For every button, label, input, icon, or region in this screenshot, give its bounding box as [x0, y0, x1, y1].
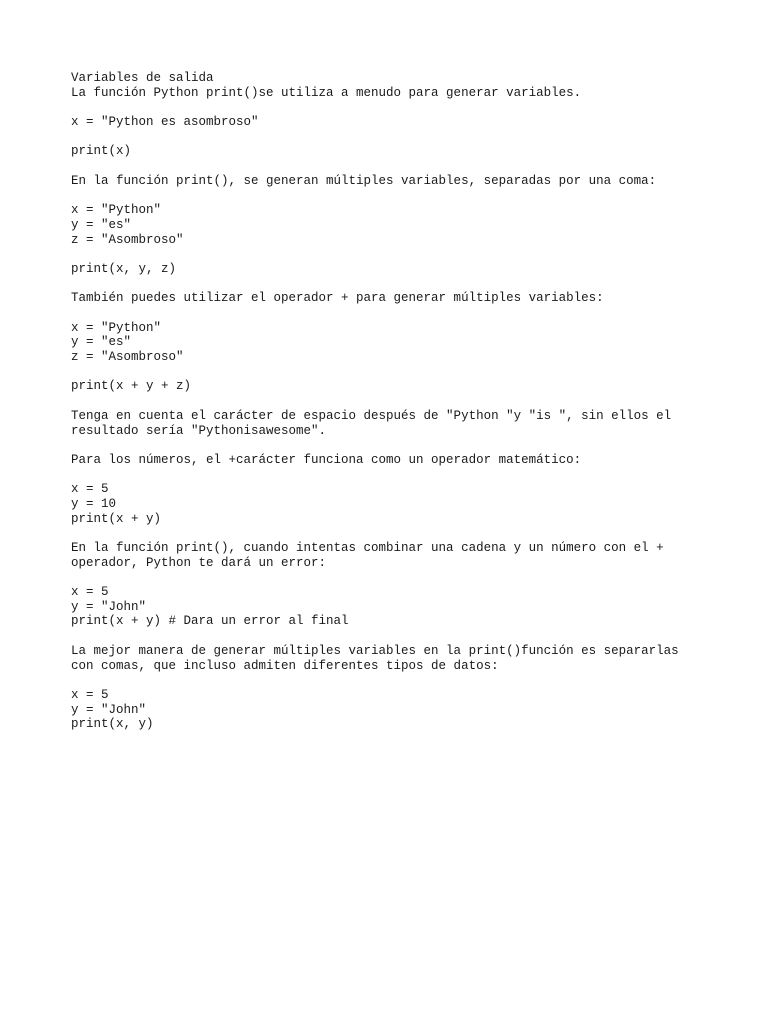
- blank-line: [71, 306, 711, 321]
- code-line: x = "Python es asombroso": [71, 115, 259, 130]
- code-line: y = "John": [71, 702, 147, 717]
- blank-line: [71, 159, 711, 174]
- blank-line: [71, 189, 711, 204]
- text-line: Para los números, el +carácter funciona como un operador matemático:: [71, 452, 582, 467]
- code-line: x = 5: [71, 585, 109, 600]
- blank-line: [71, 130, 711, 145]
- text-line: Tenga en cuenta el carácter de espacio después de "Python "y "is ", sin ellos el: [71, 408, 672, 423]
- document-page: [71, 71, 711, 732]
- text-line: También puedes utilizar el operador + para generar múltiples variables:: [71, 291, 604, 306]
- text-line: La mejor manera de generar múltiples variables en la print()función es separarlas: [71, 643, 679, 658]
- text-line: con comas, que incluso admiten diferentes tipos de datos:: [71, 658, 499, 673]
- code-line: x = 5: [71, 687, 109, 702]
- text-line: En la función print(), cuando intentas combinar una cadena y un número con el +: [71, 541, 664, 555]
- code-line: y = "John": [71, 599, 147, 614]
- code-line: y = 10: [71, 496, 117, 511]
- blank-line: [71, 247, 711, 262]
- blank-line: [71, 468, 711, 483]
- code-line: x = "Python": [71, 203, 162, 218]
- text-line: resultado sería "Pythonisawesome".: [71, 423, 327, 438]
- text-line: La función Python print()se utiliza a menudo para generar variables.: [71, 85, 582, 100]
- blank-line: [71, 673, 711, 688]
- blank-line: [71, 100, 711, 115]
- heading-line: Variables de salida: [71, 71, 214, 85]
- code-line: z = "Asombroso": [71, 350, 184, 365]
- code-line: y = "es": [71, 217, 132, 232]
- text-line: operador, Python te dará un error:: [71, 555, 327, 570]
- blank-line: [71, 394, 711, 409]
- code-line: z = "Asombroso": [71, 232, 184, 247]
- blank-line: [71, 526, 711, 541]
- blank-line: [71, 629, 711, 644]
- code-line: y = "es": [71, 335, 132, 350]
- code-line: print(x): [71, 144, 132, 159]
- blank-line: [71, 365, 711, 380]
- code-line: print(x + y): [71, 511, 162, 526]
- text-line: En la función print(), se generan múltiples variables, separadas por una coma:: [71, 173, 657, 188]
- code-line: x = 5: [71, 482, 109, 497]
- code-line: print(x, y, z): [71, 261, 177, 276]
- code-line: print(x + y) # Dara un error al final: [71, 614, 349, 629]
- code-line: print(x + y + z): [71, 379, 192, 394]
- code-line: print(x, y): [71, 717, 154, 732]
- blank-line: [71, 277, 711, 292]
- blank-line: [71, 438, 711, 453]
- code-line: x = "Python": [71, 320, 162, 335]
- blank-line: [71, 570, 711, 585]
